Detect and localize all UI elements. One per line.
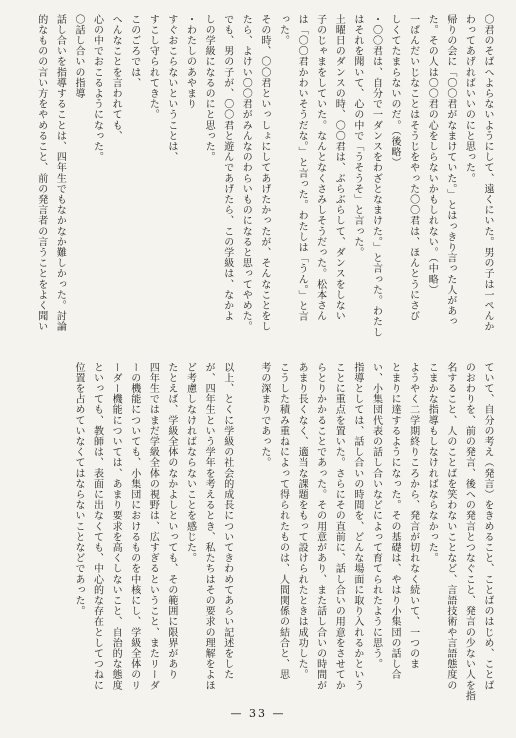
text-line: こうした積み重ねによって得られたものは、人間関係の結合と、思	[277, 362, 289, 680]
text-line: 帰りの会に「〇〇君がなまけていた。」とはっきり言った人があっ	[444, 14, 456, 327]
text-line: すぐおこらないということは、	[165, 14, 177, 163]
text-line: ーの機能についても、小集団におけるものを中核にし、学級全体のリ	[128, 362, 140, 691]
text-line: た。その人は〇〇君の心をしらないかもしれない。（中略）	[426, 14, 438, 296]
text-line: 位置を占めていなくてはならないことなどであった。	[72, 362, 84, 617]
upper-text-block	[31, 14, 496, 338]
text-line: 〇君のそばへよらないようにして、遠くにいた。男の子は一ぺんか	[482, 14, 493, 332]
text-line: が、四年生という学年を考えるとき、私たちはその要求の理解をよほ	[203, 362, 215, 691]
text-line: とまりに達するようになった。その基礎は、やはり小集団の話し合	[389, 362, 401, 680]
text-line: 一ぱんだいじなことはそうじをやった〇〇君は、ほんとうにさび	[407, 14, 419, 322]
text-line: ようやく二学期終りころから、発言が切れなく続いて、一つのま	[407, 362, 419, 670]
text-line: 心の中でおこるようになった。	[91, 14, 103, 163]
text-line: 考の深まりであった。	[258, 362, 270, 468]
text-line: ーダー機能については、あまり要求を高くしないこと、自治的な態度	[110, 362, 122, 691]
text-line: のおわりを、前の発言、後への発言とつなぐこと、発言の少ない人を指	[463, 362, 475, 702]
text-line: ことに重点を置いた。さらにその直前に、話し合いの用意をさせてか	[333, 362, 345, 691]
text-line: い、小集団代表の話し合いなどによって育てられたように思う。	[370, 362, 382, 670]
text-line: へんなことを言われても、	[110, 14, 122, 142]
text-line: 的なものの言い方をやめること、前の発言者の言うことをよく聞い	[35, 14, 47, 332]
text-line: 土曜日のダンスの時、〇〇君は、ぶらぶらして、ダンスをしない	[333, 14, 345, 322]
text-line: 名すること、人のことばを笑わないことなど、言語技術や言語態度の	[444, 362, 456, 691]
text-line: った。	[277, 14, 289, 46]
text-line: わってあげればいいのにと思った。	[463, 14, 475, 184]
text-line: 子のじゃまをしていた。なんとなくさみしそうだった。松本さん	[314, 14, 326, 322]
text-line: といっても、教師は、表面に出なくても、中心的な存在としてつねに	[91, 362, 103, 691]
text-line: たら、よけい〇〇君がみんなのわらいものになると思ってやめた。	[240, 14, 252, 332]
text-line	[236, 362, 255, 700]
lower-text-block	[68, 362, 496, 700]
text-line: 四年生ではまだ学級全体の視野は、広すぎるということ、またリーダ	[147, 362, 159, 691]
text-line: ・〇〇君は、自分で一ダンスをわざとなまけた。」と言った。わたし	[370, 14, 382, 338]
text-line: 以上、とくに学級の社会的成長についてきわめてあらい記述をした	[221, 362, 233, 680]
text-line: らとりかかることであった。その用意があり、また話し合いの時間が	[314, 362, 326, 691]
text-line: はそれを聞いて、心の中で「うそうそ」と言った。	[351, 14, 363, 258]
text-line: このごろでは、	[128, 14, 140, 89]
text-line: ていて、自分の考え（発言）をきめること、ことばのはじめ、ことば	[482, 362, 493, 691]
text-line: たとえば、学級全体のなかよしといっても、その範囲に限界があり	[165, 362, 177, 680]
text-line: 話し合いを指導することは、四年生でもなかなか難しかった。討論	[54, 14, 66, 332]
text-line: ・わたしのあやまり	[184, 14, 196, 110]
text-line: こまかな指導もしなければならなかった。	[426, 362, 438, 564]
text-line: 指導としては、話し合いの時間を、どんな場面に取り入れるかという	[351, 362, 363, 691]
text-line: すこし守られてきた。	[147, 14, 159, 120]
text-line: ど考慮しなければならないことを感じた。	[184, 362, 196, 564]
text-line: でも、男の子が、〇〇君と遊んであげたら、この学級は、なかよ	[221, 14, 233, 322]
text-line: は「〇〇君かわいそうだな。」と言った。わたしは「うん。」と言	[296, 14, 308, 322]
text-line: しの学級になるのにと思った。	[203, 14, 215, 163]
text-line: その時、〇〇君といっしょにしてあげたかったが、そんなことをし	[258, 14, 270, 332]
text-line: しくてたまらないのだ。（後略）	[389, 14, 401, 168]
page-number: — 33 —	[230, 707, 286, 720]
text-line: あまり長くなく、適当な課題をもって設けられたときは成功した。	[296, 362, 308, 680]
text-line: 〇話し合いの指導	[72, 14, 84, 99]
